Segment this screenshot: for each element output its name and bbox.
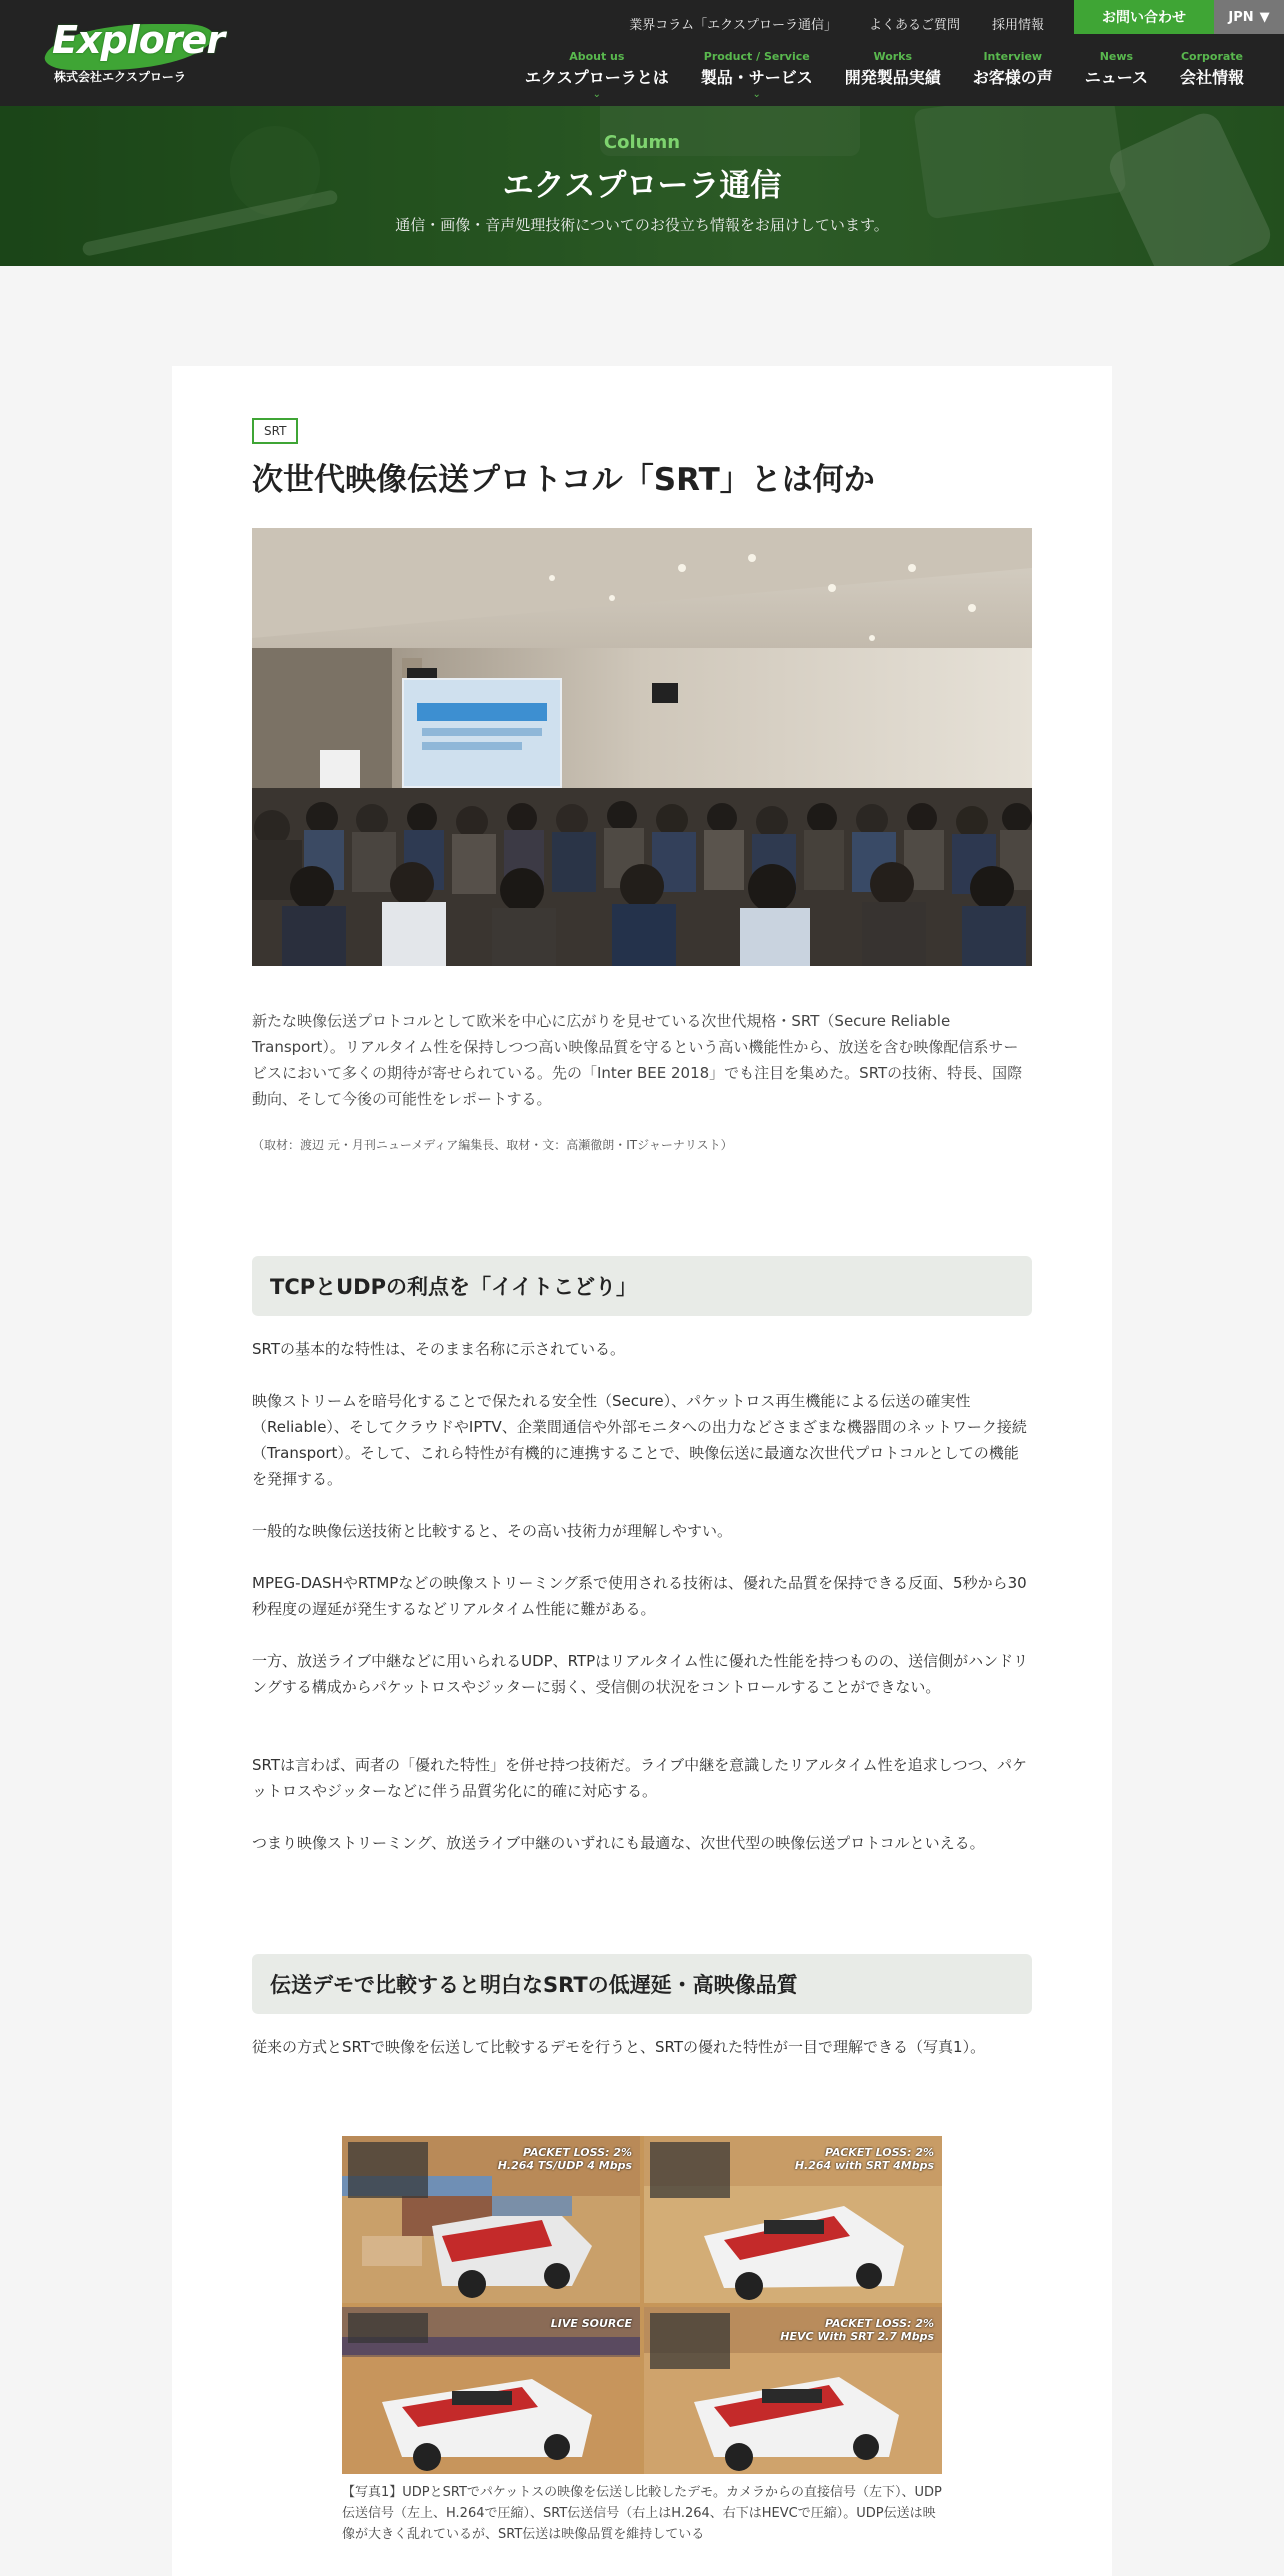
paragraph: SRTの基本的な特性は、そのまま名称に示されている。 bbox=[252, 1340, 626, 1358]
nav-item-label: 製品・サービス bbox=[700, 68, 813, 87]
chevron-down-icon: ⌄ bbox=[752, 89, 761, 100]
panel-overlay-label: PACKET LOSS: 2% H.264 TS/UDP 4 Mbps bbox=[497, 2146, 632, 2172]
category-tag[interactable]: SRT bbox=[252, 418, 298, 444]
nav-item-label: 開発製品実績 bbox=[844, 68, 941, 87]
article-card bbox=[172, 366, 1112, 2576]
demo-panel-srt-hevc bbox=[644, 2307, 942, 2474]
hero-banner bbox=[0, 106, 1284, 266]
nav-item-products[interactable] bbox=[701, 50, 813, 100]
util-link-recruit[interactable]: 採用情報 bbox=[991, 18, 1044, 33]
utility-nav bbox=[629, 14, 1044, 33]
nav-item-en: About us bbox=[569, 50, 625, 63]
paragraph: 一般的な映像伝送技術と比較すると、その高い技術力が理解しやすい。 bbox=[252, 1522, 733, 1540]
panel-overlay-label: LIVE SOURCE bbox=[550, 2317, 632, 2330]
site-header bbox=[0, 0, 1284, 106]
paragraph: 映像ストリームを暗号化することで保たれる安全性（Secure）、パケットロス再生機能による伝送の確実性（Reliable）、そしてクラウドやIPTV、企業間通信や外部モニタへの出力などさまざまな機器間のネットワーク接続（Transport）。そして、これら特性が有機的に連携することで、映像伝送に最適な次世代プロトコルとしての機能を発揮する。 bbox=[252, 1392, 1027, 1488]
demo-panel-live-source bbox=[342, 2307, 640, 2474]
nav-item-en: Product / Service bbox=[703, 50, 810, 63]
language-selector[interactable] bbox=[1214, 0, 1284, 34]
caret-down-icon: ▼ bbox=[1259, 9, 1270, 25]
figure-caption: 【写真1】UDPとSRTでパケットスの映像を伝送し比較したデモ。カメラからの直接信号（左下）、UDP伝送信号（左上、H.264で圧縮）、SRT伝送信号（右上はH.264、右下はHEVCで圧縮）。UDP伝送は映像が大きく乱れているが、SRT伝送は映像品質を維持している bbox=[342, 2485, 942, 2542]
paragraph: つまり映像ストリーミング、放送ライブ中継のいずれにも最適な、次世代型の映像伝送プロトコルといえる。 bbox=[252, 1834, 985, 1852]
main-nav bbox=[525, 50, 1244, 100]
nav-item-news[interactable] bbox=[1085, 50, 1148, 100]
article-credit: （取材：渡辺 元・月刊ニューメディア編集長、取材・文：高瀬徹朗・ITジャーナリスト） bbox=[252, 1138, 733, 1152]
nav-item-about[interactable] bbox=[525, 50, 669, 100]
paragraph: 一方、放送ライブ中継などに用いられるUDP、RTPはリアルタイム性に優れた性能を持つものの、送信側がハンドリングする構成からパケットロスやジッターに弱く、受信側の状況をコントロールすることができない。 bbox=[252, 1652, 1029, 1696]
nav-item-works[interactable] bbox=[845, 50, 941, 100]
seminar-photo-illustration bbox=[252, 528, 1032, 966]
util-link-column[interactable]: 業界コラム「エクスプローラ通信」 bbox=[629, 18, 837, 33]
rally-car-image bbox=[342, 2307, 640, 2474]
contact-button[interactable]: お問い合わせ bbox=[1074, 0, 1214, 34]
panel-overlay-label: PACKET LOSS: 2% H.264 with SRT 4Mbps bbox=[794, 2146, 934, 2172]
hero-title: エクスプローラ通信 bbox=[502, 168, 782, 204]
paragraph: 従来の方式とSRTで映像を伝送して比較するデモを行うと、SRTの優れた特性が一目で理解できる（写真1）。 bbox=[252, 2038, 986, 2056]
demo-comparison-figure bbox=[342, 2136, 942, 2474]
article-title: 次世代映像伝送プロトコル「SRT」とは何か bbox=[252, 462, 875, 498]
paragraph: MPEG-DASHやRTMPなどの映像ストリーミング系で使用される技術は、優れた品質を保持できる反面、5秒から30秒程度の遅延が発生するなどリアルタイム性能に難がある。 bbox=[252, 1574, 1027, 1618]
article-lead: 新たな映像伝送プロトコルとして欧米を中心に広がりを見せている次世代規格・SRT（Secure Reliable Transport）。リアルタイム性を保持しつつ高い映像品質を守るという高い機能性から、放送を含む映像配信系サービスにおいて多くの期待が寄せられている。先の「Inter BEE 2018」でも注目を集めた。SRTの技術、特長、国際動向、そして今後の可能性をレポートする。 bbox=[252, 1012, 1023, 1108]
site-logo[interactable] bbox=[48, 18, 225, 88]
language-label: JPN bbox=[1228, 9, 1254, 25]
nav-item-en: News bbox=[1099, 50, 1134, 63]
nav-item-corporate[interactable] bbox=[1180, 50, 1244, 100]
chevron-down-icon: ⌄ bbox=[592, 89, 601, 100]
section-heading-tcp-udp: TCPとUDPの利点を「イイトこどり」 bbox=[252, 1256, 1032, 1316]
nav-item-en: Works bbox=[873, 50, 913, 63]
nav-item-en: Interview bbox=[983, 50, 1043, 63]
demo-panel-srt-h264 bbox=[644, 2136, 942, 2303]
util-link-faq[interactable]: よくあるご質問 bbox=[868, 18, 960, 33]
nav-item-label: エクスプローラとは bbox=[524, 68, 669, 87]
company-name: 株式会社エクスプローラ bbox=[54, 70, 186, 84]
nav-item-interview[interactable] bbox=[973, 50, 1053, 100]
hero-eyebrow: Column bbox=[603, 132, 681, 153]
nav-item-label: ニュース bbox=[1084, 68, 1148, 87]
article-hero-photo bbox=[252, 528, 1032, 966]
nav-item-label: お客様の声 bbox=[972, 68, 1053, 87]
nav-item-en: Corporate bbox=[1180, 50, 1244, 63]
panel-overlay-label: PACKET LOSS: 2% HEVC With SRT 2.7 Mbps bbox=[780, 2317, 934, 2343]
logo-text: Explorer bbox=[52, 18, 225, 62]
paragraph: SRTは言わば、両者の「優れた特性」を併せ持つ技術だ。ライブ中継を意識したリアルタイム性を追求しつつ、パケットロスやジッターなどに伴う品質劣化に的確に対応する。 bbox=[252, 1756, 1028, 1800]
hero-description: 通信・画像・音声処理技術についてのお役立ち情報をお届けしています。 bbox=[395, 216, 889, 234]
nav-item-label: 会社情報 bbox=[1179, 68, 1244, 87]
section-heading-demo: 伝送デモで比較すると明白なSRTの低遅延・高映像品質 bbox=[252, 1954, 1032, 2014]
demo-panel-udp bbox=[342, 2136, 640, 2303]
